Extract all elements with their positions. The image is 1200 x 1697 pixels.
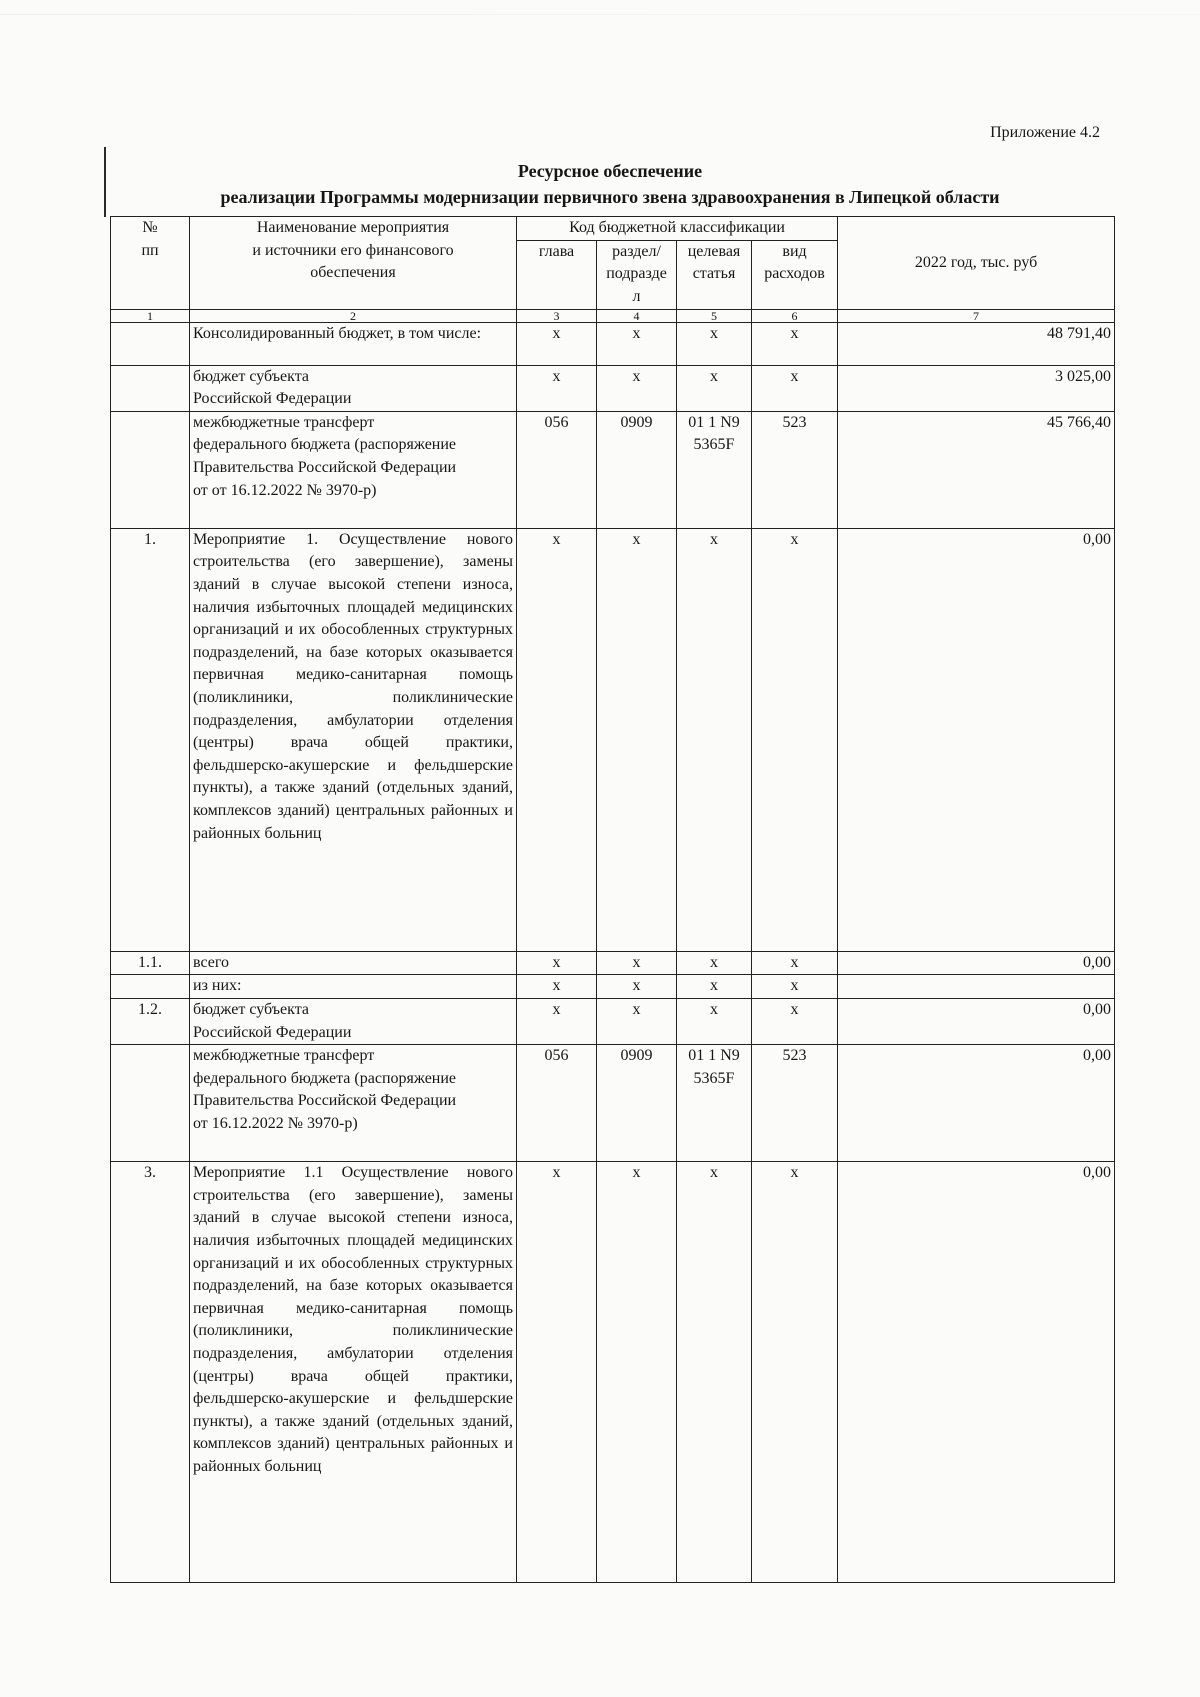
col-number: 6 — [752, 309, 838, 322]
col-number: 2 — [190, 309, 517, 322]
col-number: 5 — [677, 309, 752, 322]
row-no — [111, 1045, 190, 1162]
row-no — [111, 322, 190, 365]
row-razdel: x — [597, 1162, 677, 1583]
title-line-1: Ресурсное обеспечение — [517, 161, 703, 181]
header-no: № пп — [111, 217, 190, 310]
row-glava: x — [517, 951, 597, 975]
col-number: 7 — [838, 309, 1115, 322]
row-vid: x — [752, 998, 838, 1044]
row-sum: 0,00 — [838, 528, 1115, 951]
row-razdel: x — [597, 975, 677, 999]
header-razdel: раздел/ подразде л — [597, 240, 677, 309]
row-razdel: x — [597, 322, 677, 365]
row-statya: x — [677, 528, 752, 951]
header-kbk: Код бюджетной классификации — [517, 217, 838, 241]
row-statya: x — [677, 951, 752, 975]
row-statya: x — [677, 975, 752, 999]
row-name: Мероприятие 1. Осуществление нового строительства (его завершение), замены зданий в случае высокой степени износа, наличия избыточных площадей медицинских организаций и их обособленных структурных подразделений, на базе которых оказывается первичная медико-санитарная помощь (поликлиники, поликлинические подразделения, амбулатории отделения (центры) врача общей практики, фельдшерско-акушерские и фельдшерские пункты), а также зданий (отдельных зданий, комплексов зданий) центральных районных и районных больниц — [190, 528, 517, 951]
scan-artifact-line — [0, 14, 1200, 15]
row-vid: x — [752, 322, 838, 365]
row-name: бюджет субъекта Российской Федерации — [190, 365, 517, 411]
row-no — [111, 975, 190, 999]
header-year: 2022 год, тыс. руб — [838, 217, 1115, 310]
row-vid: x — [752, 528, 838, 951]
row-sum: 3 025,00 — [838, 365, 1115, 411]
table-row — [111, 322, 1115, 365]
row-glava: 056 — [517, 1045, 597, 1162]
row-name: Мероприятие 1.1 Осуществление нового строительства (его завершение), замены зданий в случае высокой степени износа, наличия избыточных площадей медицинских организаций и их обособленных структурных подразделений, на базе которых оказывается первичная медико-санитарная помощь (поликлиники, поликлинические подразделения, амбулатории отделения (центры) врача общей практики, фельдшерско-акушерские и фельдшерские пункты), а также зданий (отдельных зданий, комплексов зданий) центральных районных и районных больниц — [190, 1162, 517, 1583]
row-statya: 01 1 N9 5365F — [677, 1045, 752, 1162]
table-row — [111, 975, 1115, 999]
row-razdel: x — [597, 998, 677, 1044]
resource-table — [110, 216, 1115, 1583]
left-margin-line — [104, 147, 106, 217]
row-statya: x — [677, 365, 752, 411]
col-number: 3 — [517, 309, 597, 322]
document-title — [110, 158, 1110, 210]
row-razdel: x — [597, 365, 677, 411]
header-statya: целевая статья — [677, 240, 752, 309]
row-statya: x — [677, 322, 752, 365]
row-vid: x — [752, 951, 838, 975]
table-row — [111, 951, 1115, 975]
row-glava: x — [517, 975, 597, 999]
row-sum: 0,00 — [838, 1162, 1115, 1583]
row-vid: x — [752, 975, 838, 999]
row-name: межбюджетные трансферт федерального бюджета (распоряжение Правительства Российской Федерации от от 16.12.2022 № 3970-р) — [190, 411, 517, 528]
row-no: 1.1. — [111, 951, 190, 975]
row-glava: x — [517, 365, 597, 411]
row-vid: 523 — [752, 411, 838, 528]
row-sum — [838, 975, 1115, 999]
row-no: 1. — [111, 528, 190, 951]
row-statya: x — [677, 1162, 752, 1583]
row-name: всего — [190, 951, 517, 975]
row-glava: 056 — [517, 411, 597, 528]
row-name: Консолидированный бюджет, в том числе: — [190, 322, 517, 365]
row-name: бюджет субъекта Российской Федерации — [190, 998, 517, 1044]
header-name: Наименование мероприятия и источники его финансового обеспечения — [190, 217, 517, 310]
title-line-2: реализации Программы модернизации первичного звена здравоохранения в Липецкой области — [220, 187, 1000, 207]
row-no: 1.2. — [111, 998, 190, 1044]
row-sum: 48 791,40 — [838, 322, 1115, 365]
row-sum: 0,00 — [838, 1045, 1115, 1162]
table-row — [111, 528, 1115, 951]
row-vid: 523 — [752, 1045, 838, 1162]
row-glava: x — [517, 528, 597, 951]
header-row-1 — [111, 217, 1115, 241]
header-vid: вид расходов — [752, 240, 838, 309]
table-row — [111, 998, 1115, 1044]
row-sum: 45 766,40 — [838, 411, 1115, 528]
row-statya: x — [677, 998, 752, 1044]
row-vid: x — [752, 365, 838, 411]
col-number: 4 — [597, 309, 677, 322]
row-name: межбюджетные трансферт федерального бюджета (распоряжение Правительства Российской Федерации от 16.12.2022 № 3970-р) — [190, 1045, 517, 1162]
row-sum: 0,00 — [838, 998, 1115, 1044]
appendix-label: Приложение 4.2 — [990, 124, 1100, 141]
row-razdel: x — [597, 951, 677, 975]
col-number: 1 — [111, 309, 190, 322]
header-glava: глава — [517, 240, 597, 309]
table-row — [111, 411, 1115, 528]
row-sum: 0,00 — [838, 951, 1115, 975]
row-no — [111, 411, 190, 528]
row-no — [111, 365, 190, 411]
table-row — [111, 365, 1115, 411]
column-number-row — [111, 309, 1115, 322]
row-razdel: 0909 — [597, 1045, 677, 1162]
row-vid: x — [752, 1162, 838, 1583]
row-glava: x — [517, 1162, 597, 1583]
row-name: из них: — [190, 975, 517, 999]
row-statya: 01 1 N9 5365F — [677, 411, 752, 528]
row-glava: x — [517, 998, 597, 1044]
row-no: 3. — [111, 1162, 190, 1583]
table-row — [111, 1045, 1115, 1162]
row-razdel: x — [597, 528, 677, 951]
row-glava: x — [517, 322, 597, 365]
row-razdel: 0909 — [597, 411, 677, 528]
table-row — [111, 1162, 1115, 1583]
